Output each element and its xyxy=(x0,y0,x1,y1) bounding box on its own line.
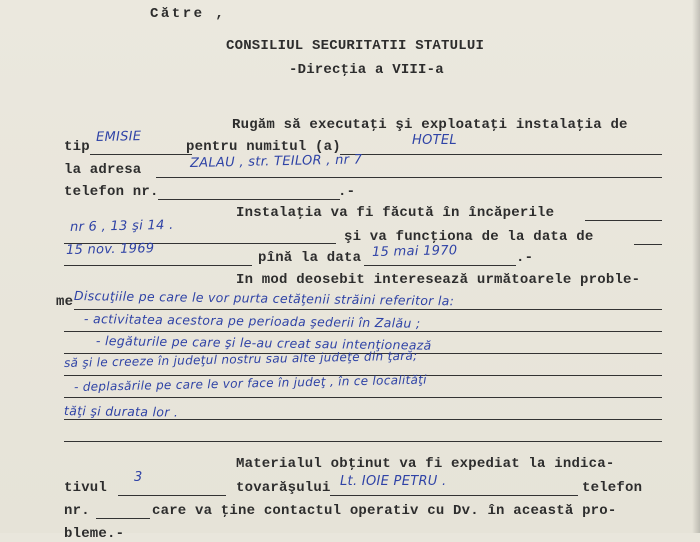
telefon-label: telefon nr. xyxy=(64,184,159,200)
header-to: Către , xyxy=(150,6,227,22)
tovarasului-label: tovarăşului xyxy=(236,480,331,496)
functiona-fill-line xyxy=(634,244,662,245)
problem-line-1 xyxy=(74,309,662,310)
interes-line: In mod deosebit interesează următoarele proble- xyxy=(236,272,641,288)
problem-text-4: să şi le creeze în judeţul nostru sau alte judeţe din ţară; xyxy=(63,348,418,370)
problem-text-6: tăţi şi durata lor . xyxy=(63,403,179,420)
pentru-value: HOTEL xyxy=(412,133,457,148)
header-dept: -Direcţia a VIII-a xyxy=(289,62,444,78)
functiona-line: şi va funcţiona de la data de xyxy=(344,229,594,245)
tovarasul-line xyxy=(330,495,578,496)
problem-line-7 xyxy=(64,441,662,442)
incaperi-value: nr 6 , 13 şi 14 . xyxy=(69,217,174,235)
instalatia-line: Instalaţia va fi făcută în încăperile xyxy=(236,205,555,221)
pentru-label: pentru numitul (a) xyxy=(186,139,341,155)
indicativ-value: 3 xyxy=(134,470,143,485)
data-end-line xyxy=(364,265,516,266)
tip-label: tip xyxy=(64,139,90,155)
problem-line-5 xyxy=(64,397,662,398)
adresa-value: ZALAU , str. TEILOR , nr 7 xyxy=(189,152,363,171)
telefon-line xyxy=(158,199,340,200)
data-end-value: 15 mai 1970 xyxy=(371,243,458,260)
tip-line xyxy=(90,154,192,155)
instalatia-fill-line xyxy=(585,220,662,221)
me-label: me xyxy=(56,294,74,310)
adresa-label: la adresa xyxy=(64,162,142,178)
header-org: CONSILIUL SECURITATII STATULUI xyxy=(226,38,485,54)
tivul-label: tivul xyxy=(64,480,108,496)
pina-end: .- xyxy=(516,250,534,266)
telefon2-label: telefon xyxy=(582,480,643,496)
data-start-value: 15 nov. 1969 xyxy=(65,241,155,258)
bleme-label: bleme.- xyxy=(64,526,125,542)
problem-text-5: - deplasările pe care le vor face în judeţ , în ce localităţi xyxy=(73,372,428,394)
nr-line xyxy=(96,518,150,519)
pina-label: pînă la data xyxy=(258,250,362,266)
tovarasul-value: Lt. IOIE PETRU . xyxy=(340,474,447,489)
contact-line: care va ţine contactul operativ cu Dv. în această pro- xyxy=(152,503,617,519)
problem-line-2 xyxy=(64,331,662,332)
request-line: Rugăm să executaţi şi exploataţi instalaţia de xyxy=(232,117,628,133)
tip-value: EMISIE xyxy=(95,129,142,145)
problem-text-2: - activitatea acestora pe perioada şederii în Zalău ; xyxy=(83,311,421,331)
adresa-line xyxy=(156,177,662,178)
telefon-end: .- xyxy=(338,184,356,200)
page-shadow-edge xyxy=(692,0,700,533)
material-line: Materialul obţinut va fi expediat la indica- xyxy=(236,456,615,472)
pentru-line xyxy=(340,154,662,155)
problem-text-1: Discuţiile pe care le vor purta cetăţenii străini referitor la: xyxy=(73,288,455,309)
problem-text-3: - legăturile pe care şi le-au creat sau intenţionează xyxy=(95,333,432,353)
nr-label: nr. xyxy=(64,503,90,519)
data-start-line xyxy=(64,265,252,266)
indicativ-line xyxy=(118,495,226,496)
